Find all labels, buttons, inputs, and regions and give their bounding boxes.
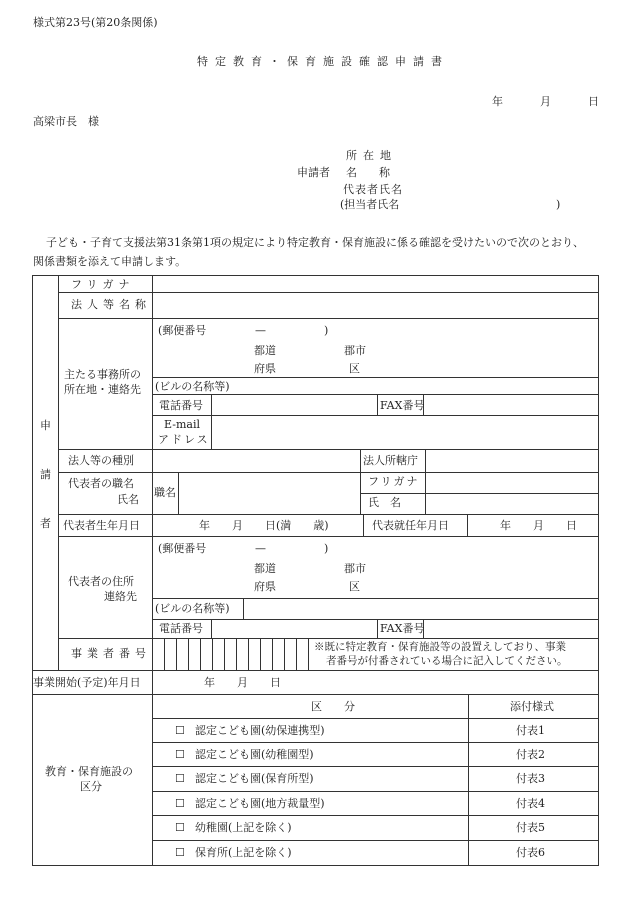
- office-todo: 都道: [254, 344, 276, 357]
- office-fax-label: FAX番号: [380, 399, 425, 412]
- office-fuken: 府県: [254, 362, 276, 375]
- attachment-form: 付表4: [516, 797, 545, 810]
- office-postal-close: ): [324, 324, 329, 337]
- side-label-3: 者: [40, 517, 51, 530]
- label-corp-name: 法人等名称: [71, 298, 151, 311]
- date-month: 月: [540, 95, 551, 108]
- date-year: 年: [492, 95, 503, 108]
- rep-postal-dash: —: [255, 542, 266, 555]
- office-postal-open: (郵便番号: [158, 324, 207, 337]
- label-office-2: 所在地・連絡先: [64, 383, 141, 396]
- biz-note-1: ※既に特定教育・保育施設等の設置えしており、事業: [314, 641, 566, 653]
- category-label: 幼稚園(上記を除く): [195, 821, 292, 834]
- rep-building: (ビルの名称等): [155, 602, 230, 615]
- form-number: 様式第23号(第20条関係): [33, 16, 158, 29]
- side-label-1: 申: [40, 419, 51, 432]
- office-postal-dash: —: [255, 324, 266, 337]
- addressee: 高梁市長 様: [33, 115, 99, 128]
- rep-start-value: 年 月 日: [500, 519, 577, 532]
- checkbox[interactable]: ☐: [175, 772, 185, 785]
- label-furigana: フリガナ: [71, 278, 135, 291]
- label-corp-office: 法人所轄庁: [363, 454, 418, 467]
- office-email-label-2: アドレス: [158, 433, 210, 446]
- category-label: 認定こども園(保育所型): [195, 772, 314, 785]
- label-office-1: 主たる事務所の: [64, 368, 141, 381]
- rep-postal-close: ): [324, 542, 329, 555]
- applicant-contact-close: ): [556, 198, 561, 211]
- checkbox[interactable]: ☐: [175, 821, 185, 834]
- label-biz-number: 事業者番号: [71, 647, 151, 660]
- label-rep-title-1: 代表者の職名: [68, 477, 134, 490]
- page-title: 特定教育・保育施設確認申請書: [197, 55, 449, 68]
- category-label: 保育所(上記を除く): [195, 846, 292, 859]
- label-rep-start: 代表就任年月日: [372, 519, 449, 532]
- label-rep-title-2: 氏名: [117, 493, 139, 506]
- rep-fax-label: FAX番号: [380, 622, 425, 635]
- rep-gunshi: 郡市: [344, 562, 366, 575]
- checkbox[interactable]: ☐: [175, 724, 185, 737]
- body-text-line2: 関係書類を添えて申請します。: [33, 255, 187, 268]
- category-label: 認定こども園(幼保連携型): [195, 724, 325, 737]
- applicant-name-label: 名 称: [346, 166, 390, 179]
- attachment-form: 付表5: [516, 821, 545, 834]
- attachment-form: 付表1: [516, 724, 545, 737]
- checkbox[interactable]: ☐: [175, 748, 185, 761]
- label-category-1: 教育・保育施設の: [45, 765, 133, 778]
- label-title-short: 職名: [154, 486, 176, 499]
- office-building: (ビルの名称等): [155, 380, 230, 393]
- column-category: 区 分: [311, 700, 355, 713]
- attachment-form: 付表2: [516, 748, 545, 761]
- attachment-form: 付表3: [516, 772, 545, 785]
- applicant-location-label: 所在地: [346, 149, 397, 162]
- category-label: 認定こども園(地方裁量型): [195, 797, 325, 810]
- date-day: 日: [588, 95, 599, 108]
- checkbox[interactable]: ☐: [175, 797, 185, 810]
- office-email-label-1: E-mail: [164, 418, 200, 431]
- label-corp-type: 法人等の種別: [68, 454, 134, 467]
- label-start-date: 事業開始(予定)年月日: [33, 676, 141, 689]
- applicant-label: 申請者: [297, 166, 330, 179]
- rep-ku: 区: [349, 580, 360, 593]
- applicant-contact-label: (担当者氏名: [340, 198, 400, 211]
- label-furigana-2: フリガナ: [368, 475, 420, 488]
- label-shimei: 氏 名: [368, 496, 401, 509]
- label-rep-addr-2: 連絡先: [104, 590, 137, 603]
- biz-note-2: 者番号が付番されている場合に記入してください。: [326, 655, 568, 667]
- start-date-value: 年 月 日: [204, 676, 281, 689]
- office-phone-label: 電話番号: [159, 399, 203, 412]
- rep-todo: 都道: [254, 562, 276, 575]
- side-label-2: 請: [40, 468, 51, 481]
- rep-phone-label: 電話番号: [159, 622, 203, 635]
- label-rep-addr-1: 代表者の住所: [68, 575, 134, 588]
- rep-postal-open: (郵便番号: [158, 542, 207, 555]
- body-text-line1: 子ども・子育て支援法第31条第1項の規定により特定教育・保育施設に係る確認を受けたいので次のとおり、: [46, 236, 584, 249]
- office-gunshi: 郡市: [344, 344, 366, 357]
- rep-birth-value: 年 月 日(満 歳): [199, 519, 329, 532]
- label-category-2: 区分: [80, 780, 102, 793]
- category-label: 認定こども園(幼稚園型): [195, 748, 314, 761]
- office-ku: 区: [349, 362, 360, 375]
- checkbox[interactable]: ☐: [175, 846, 185, 859]
- rep-fuken: 府県: [254, 580, 276, 593]
- column-attachment: 添付様式: [510, 700, 554, 713]
- label-rep-birth: 代表者生年月日: [63, 519, 140, 532]
- attachment-form: 付表6: [516, 846, 545, 859]
- applicant-representative-label: 代表者氏名: [343, 183, 403, 196]
